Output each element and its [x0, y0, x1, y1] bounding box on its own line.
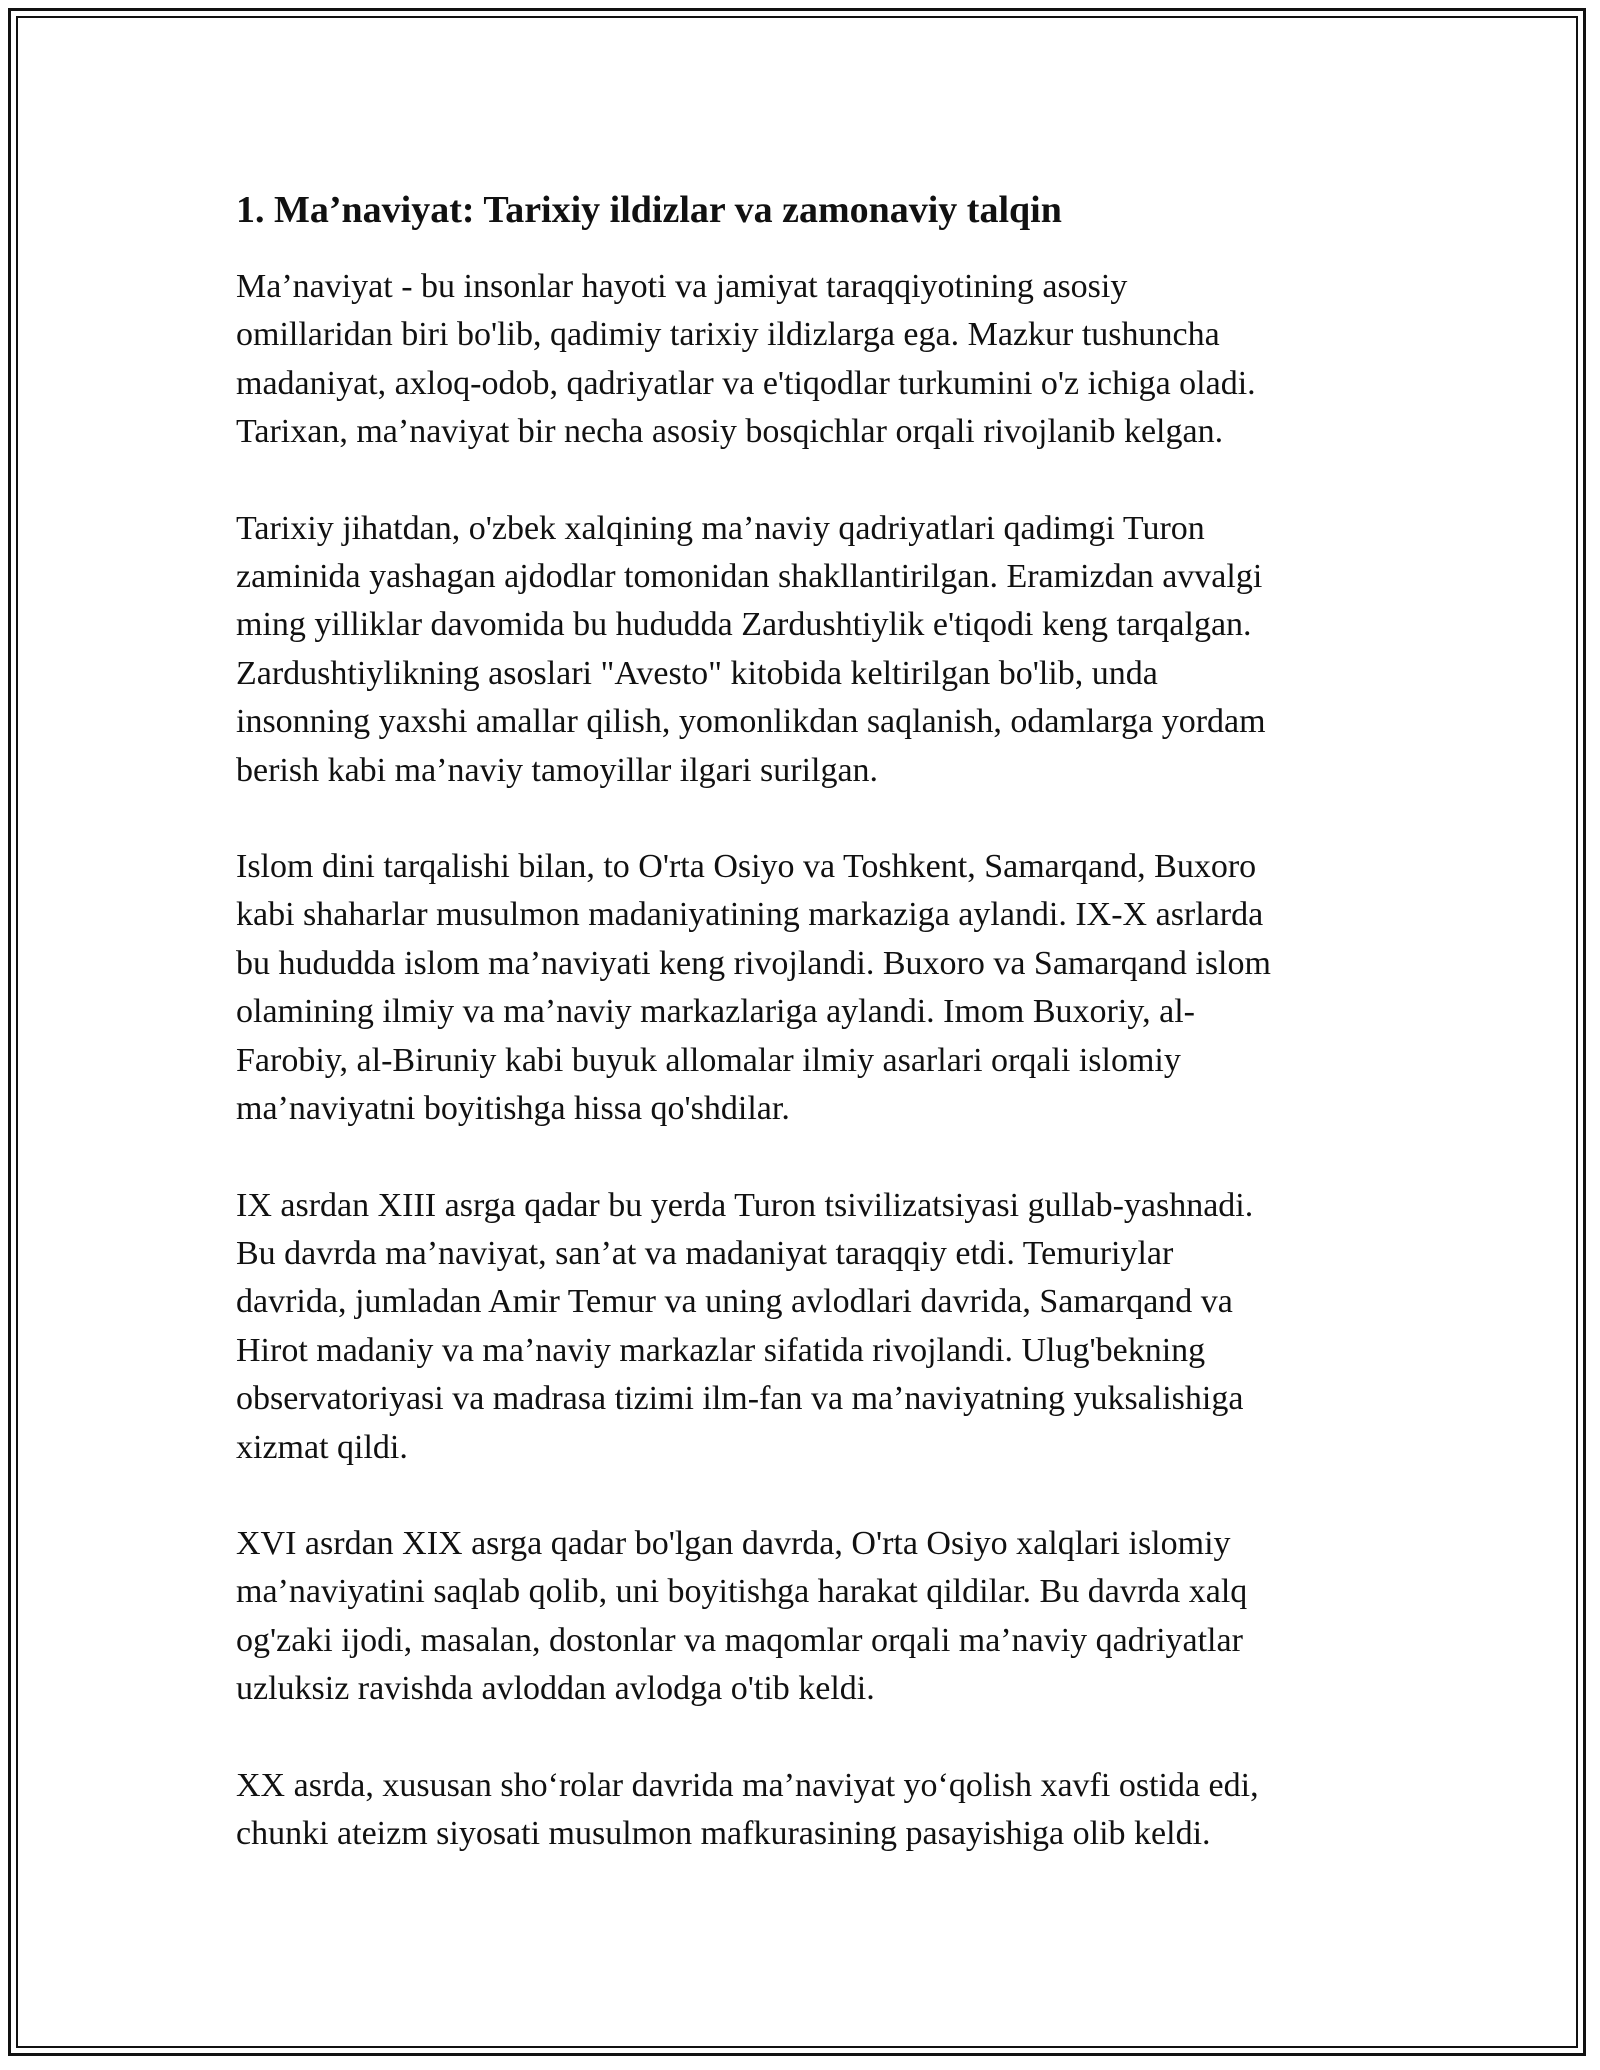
paragraph-intro: Ma’naviyat - bu insonlar hayoti va jamiyat taraqqiyotining asosiy omillaridan biri bo'lib, qadimiy tarixiy ildizlarga ega. Mazkur tushuncha madaniyat, axloq-odob, qadriyatlar va e'tiqodlar turkumini o'z ichiga oladi. Tarixan, ma’naviyat bir necha asosiy bosqichlar orqali rivojlanib kelgan.	[236, 268, 1256, 451]
document-body	[236, 185, 1366, 1906]
paragraph-20th-century: XX asrda, xususan sho‘rolar davrida ma’naviyat yo‘qolish xavfi ostida edi, chunki ateizm siyosati musulmon mafkurasining pasayishiga olib keldi.	[236, 1766, 1259, 1852]
paragraph-16-19-centuries: XVI asrdan XIX asrga qadar bo'lgan davrda, O'rta Osiyo xalqlari islomiy ma’naviyatini saqlab qolib, uni boyitishga harakat qildilar. Bu davrda xalq og'zaki ijodi, masalan, dostonlar va maqomlar orqali ma’naviy qadriyatlar uzluksiz ravishda avloddan avlodga o'tib keldi.	[236, 1524, 1248, 1708]
paragraph-zoroastrianism: Tarixiy jihatdan, o'zbek xalqining ma’naviy qadriyatlari qadimgi Turon zaminida yashagan ajdodlar tomonidan shakllantirilgan. Eramizdan avvalgi ming yilliklar davomida bu hududda Zardushtiylik e'tiqodi keng tarqalgan. Zardushtiylikning asoslari "Avesto" kitobida keltirilgan bo'lib, unda insonning yaxshi amallar qilish, yomonlikdan saqlanish, odamlarga yordam berish kabi ma’naviy tamoyillar ilgari surilgan.	[236, 509, 1266, 789]
section-title: 1. Ma’naviyat: Tarixiy ildizlar va zamonaviy talqin	[236, 189, 1062, 231]
paragraph-turan-timurids: IX asrdan XIII asrga qadar bu yerda Turon tsivilizatsiyasi gullab-yashnadi. Bu davrda ma’naviyat, san’at va madaniyat taraqqiy etdi. Temuriylar davrida, jumladan Amir Temur va uning avlodlari davrida, Samarqand va Hirot madaniy va ma’naviy markazlar sifatida rivojlandi. Ulug'bekning observatoriyasi va madrasa tizimi ilm-fan va ma’naviyatning yuksalishiga xizmat qildi.	[236, 1186, 1254, 1466]
paragraph-islam: Islom dini tarqalishi bilan, to O'rta Osiyo va Toshkent, Samarqand, Buxoro kabi shaharlar musulmon madaniyatining markaziga aylandi. IX-X asrlarda bu hududda islom ma’naviyati keng rivojlandi. Buxoro va Samarqand islom olamining ilmiy va ma’naviy markazlariga aylandi. Imom Buxoriy, al- Farobiy, al-Biruniy kabi buyuk allomalar ilmiy asarlari orqali islomiy ma’naviyatni boyitishga hissa qo'shdilar.	[236, 848, 1271, 1128]
